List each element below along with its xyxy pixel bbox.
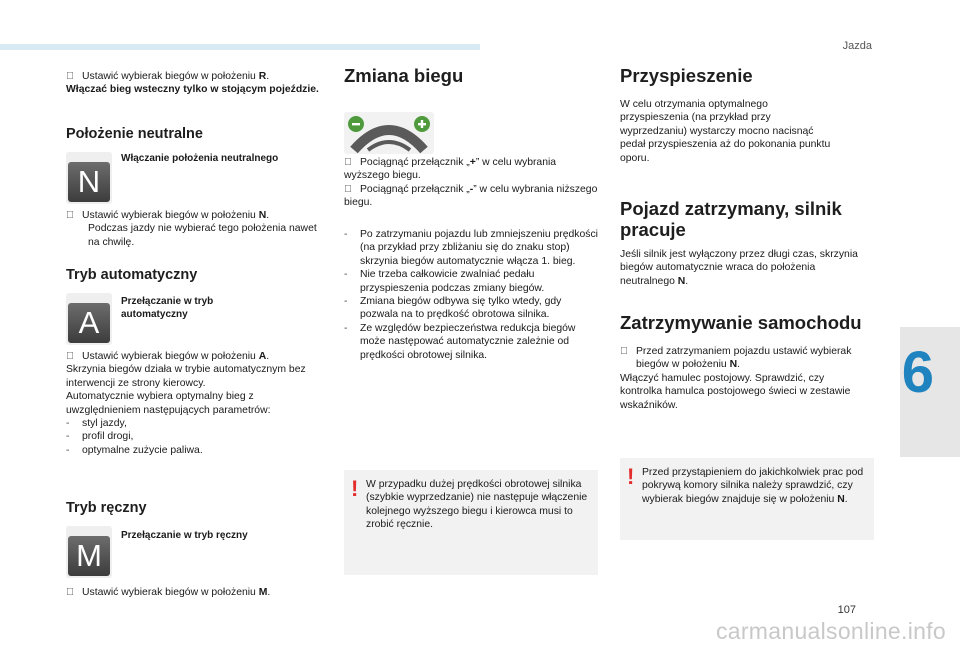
intro-text: Ustawić wybierak biegów w położeniu: [82, 71, 259, 82]
heading-auto: Tryb automatyczny: [66, 267, 198, 283]
gear-n-icon: N: [66, 152, 112, 204]
warning-icon: !: [351, 476, 359, 501]
header-bar: [0, 44, 480, 50]
gear-m-icon: M: [66, 526, 112, 578]
steering-wheel-paddles-icon: [344, 112, 434, 154]
list-item: - Po zatrzymaniu pojazdu lub zmniejszeniu prędkości (na przykład przy zbliżaniu się do znaku stop) skrzynia biegów automatycznie włącza 1. bieg.: [344, 229, 598, 267]
neutral-text: Ustawić wybierak biegów w położeniu N. Podczas jazdy nie wybierać tego położenia nawet na chwilę.: [66, 209, 321, 249]
bullet-icon: [66, 586, 82, 599]
warning-note: ! Przed przystąpieniem do jakichkolwiek prac pod pokrywą komory silnika należy sprawdzić, czy wybierak biegów znajduje się w położeniu N.: [620, 458, 874, 540]
subtitle-manual: Przełączanie w tryb ręczny: [121, 530, 248, 541]
chapter-number: 6: [901, 340, 934, 405]
vehicle-stopped-text: Jeśli silnik jest wyłączony przez długi czas, skrzynia biegów automatycznie wraca do położenia neutralnego N.: [620, 249, 858, 287]
list-item: Pociągnąć przełącznik „+” w celu wybrania wyższego biegu.: [344, 157, 557, 182]
heading-manual: Tryb ręczny: [66, 500, 147, 516]
subtitle-auto: Przełączanie w tryb automatyczny: [121, 296, 214, 320]
section-name: Jazda: [842, 40, 872, 52]
bullet-icon: [66, 209, 82, 222]
list-item: - styl jazdy,: [66, 418, 127, 430]
heading-gear-change: Zmiana biegu: [344, 65, 464, 86]
heading-acceleration: Przyspieszenie: [620, 65, 753, 86]
bullet-icon: [620, 345, 636, 372]
warning-icon: !: [627, 464, 635, 489]
heading-stopping: Zatrzymywanie samochodu: [620, 312, 862, 333]
bullet-icon: [66, 70, 82, 83]
intro-paragraph: [66, 70, 321, 97]
watermark: carmanualsonline.info: [715, 618, 946, 644]
list-item: - Zmiana biegów odbywa się tylko wtedy, gdy pozwala na to prędkość obrotowa silnika.: [344, 296, 562, 321]
warning-note: ! W przypadku dużej prędkości obrotowej silnika (szybkie wyprzedzanie) nie następuje włączenie kolejnego wyższego biegu i kierowca musi to zrobić ręcznie.: [344, 470, 598, 575]
intro-warning: Włączać bieg wsteczny tylko w stojącym pojeździe.: [66, 84, 319, 96]
gear-a-icon: A: [66, 293, 112, 345]
stopping-text: Przed zatrzymaniem pojazdu ustawić wybierak biegów w położeniu N. Włączyć hamulec postojowy. Sprawdzić, czy kontrolka hamulca postojowego świeci w zestawie wskaźników.: [620, 346, 852, 411]
list-item: - Nie trzeba całkowicie zwalniać pedału przyspieszenia podczas zmiany biegów.: [344, 269, 545, 294]
bullet-icon: [344, 183, 360, 196]
subtitle-neutral: Włączanie położenia neutralnego: [121, 153, 279, 164]
acceleration-text: W celu otrzymania optymalnego przyspieszenia (na przykład przy wyprzedzaniu) wystarczy mocno nacisnąć pedał przyspieszenia aż do pokonania punktu oporu.: [620, 99, 831, 164]
page-number: 107: [837, 604, 856, 616]
auto-text: Ustawić wybierak biegów w położeniu A. Skrzynia biegów działa w trybie automatycznym bez interwencji ze strony kierowcy. Automatycznie wybiera optymalny bieg z uwzględnieniem następujących parametrów: - styl jazdy, - profil drogi, - optymalne zużycie paliwa.: [66, 350, 321, 457]
list-item: - profil drogi,: [66, 431, 134, 443]
manual-text: Ustawić wybierak biegów w położeniu M.: [66, 586, 321, 599]
list-item: - Ze względów bezpieczeństwa redukcja biegów może następować automatycznie zależnie od prędkości obrotowej silnika.: [344, 322, 576, 361]
heading-vehicle-stopped: Pojazd zatrzymany, silnik pracuje: [620, 198, 842, 240]
heading-neutral: Położenie neutralne: [66, 126, 203, 142]
list-item: Pociągnąć przełącznik „-” w celu wybrania niższego biegu.: [344, 183, 598, 209]
bullet-icon: [344, 156, 360, 169]
gear-key-r: R: [258, 71, 267, 82]
intro-text-end: .: [266, 71, 270, 82]
gear-change-notes: [344, 228, 598, 362]
bullet-icon: [66, 350, 82, 363]
list-item: - optymalne zużycie paliwa.: [66, 444, 203, 456]
gear-change-bullets: [344, 156, 598, 210]
